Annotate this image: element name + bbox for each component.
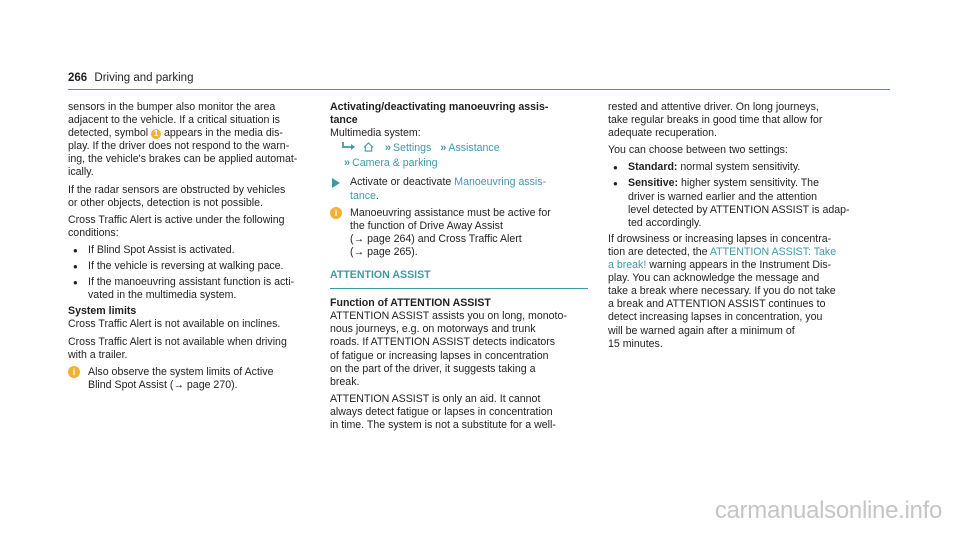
list-item: ● Sensitive: higher system sensitivity. The driver is warned earlier and the attention level detected by ATTENTION ASSIST is adap- ted accordingly. xyxy=(608,177,878,229)
nav-camera-parking: Camera & parking xyxy=(352,157,438,170)
enter-arrow-icon xyxy=(342,142,356,152)
attention-assist-section-title: ATTENTION ASSIST xyxy=(330,269,588,289)
conditions-list xyxy=(68,244,316,302)
section-title: Driving and parking xyxy=(94,72,194,84)
function-heading: Function of ATTENTION ASSIST xyxy=(330,297,491,310)
nav-path-2 xyxy=(344,157,588,170)
system-limits-heading: System limits xyxy=(68,305,137,318)
chevron-double-right-icon: » xyxy=(344,157,351,170)
nav-settings: Settings xyxy=(393,142,432,155)
paragraph-rested: rested and attentive driver. On long journeys, take regular breaks in good time that allow for adequate recuperation. xyxy=(608,101,823,140)
nav-assistance: Assistance xyxy=(448,142,500,155)
symbol-1-icon: 1 xyxy=(151,129,161,139)
page-number: 266 xyxy=(68,72,88,84)
watermark: carmanualsonline.info xyxy=(714,497,942,524)
step-arrow-icon xyxy=(332,178,340,188)
paragraph-conditions: Cross Traffic Alert is active under the following conditions: xyxy=(68,213,285,239)
paragraph-trailer: Cross Traffic Alert is not available when driving with a trailer. xyxy=(68,335,287,361)
column-3 xyxy=(608,101,878,355)
chevron-double-right-icon: » xyxy=(440,142,447,155)
paragraph-settings: You can choose between two settings: xyxy=(608,144,788,157)
take-a-break-message: ATTENTION ASSIST: Take xyxy=(709,245,837,258)
chevron-double-right-icon: » xyxy=(384,142,392,155)
header-divider xyxy=(68,89,890,90)
system-label: Multimedia system: xyxy=(330,127,421,140)
paragraph-sensors: sensors in the bumper also monitor the area adjacent to the vehicle. If a critical situation is detected, symbol 1 appears in the media dis- play. If the driver does not respond to the warn- ing, the vehicle's brakes can be applied automat- ically. xyxy=(68,101,298,179)
info-icon: i xyxy=(330,207,342,219)
manoeuvring-assistance-link: Manoeuvring assis- xyxy=(454,176,547,189)
column-2 xyxy=(330,101,588,436)
paragraph-function: ATTENTION ASSIST assists you on long, monoto- nous journeys, e.g. on motorways and trunk roads. If ATTENTION ASSIST detects indicators of fatigue or increasing lapses in concentration on the part of the driver, it suggests taking a break. xyxy=(330,310,567,388)
paragraph-aid: ATTENTION ASSIST is only an aid. It cannot always detect fatigue or lapses in concentration in time. The system is not a substitute for a well- xyxy=(330,392,556,431)
manoeuvring-heading: Activating/deactivating manoeuvring assis- tance xyxy=(330,101,549,127)
paragraph-drowsiness: If drowsiness or increasing lapses in concentra- tion are detected, the ATTENTION ASSIST: Take a break! warning appears in the Instrument Dis- play. You can acknowledge the message and take a break where necessary. If you do not take a break and ATTENTION ASSIST continues to detect increasing lapses in concentration, you will be warned again after a minimum of 15 minutes. xyxy=(608,232,837,350)
nav-path-1 xyxy=(340,142,588,155)
settings-list xyxy=(608,161,878,229)
note-system-limits: i Also observe the system limits of Active Blind Spot Assist (→ page 270). xyxy=(68,366,316,392)
info-icon: i xyxy=(68,366,80,378)
column-1 xyxy=(68,101,316,396)
step-activate: Activate or deactivate Manoeuvring assis- tance. xyxy=(330,176,588,202)
paragraph-radar: If the radar sensors are obstructed by vehicles or other objects, detection is not possible. xyxy=(68,183,286,209)
list-item: ● If the vehicle is reversing at walking pace. xyxy=(68,260,316,273)
list-item: ● Standard: normal system sensitivity. xyxy=(608,161,878,174)
list-item: ● If Blind Spot Assist is activated. xyxy=(68,244,316,257)
home-icon xyxy=(363,142,374,152)
paragraph-inclines: Cross Traffic Alert is not available on inclines. xyxy=(68,318,281,331)
page-header xyxy=(68,72,193,84)
note-manoeuvring: i Manoeuvring assistance must be active for the function of Drive Away Assist (→ page 264) and Cross Traffic Alert (→ page 265). xyxy=(330,207,588,259)
list-item: ● If the manoeuvring assistant function is acti- vated in the multimedia system. xyxy=(68,276,316,302)
